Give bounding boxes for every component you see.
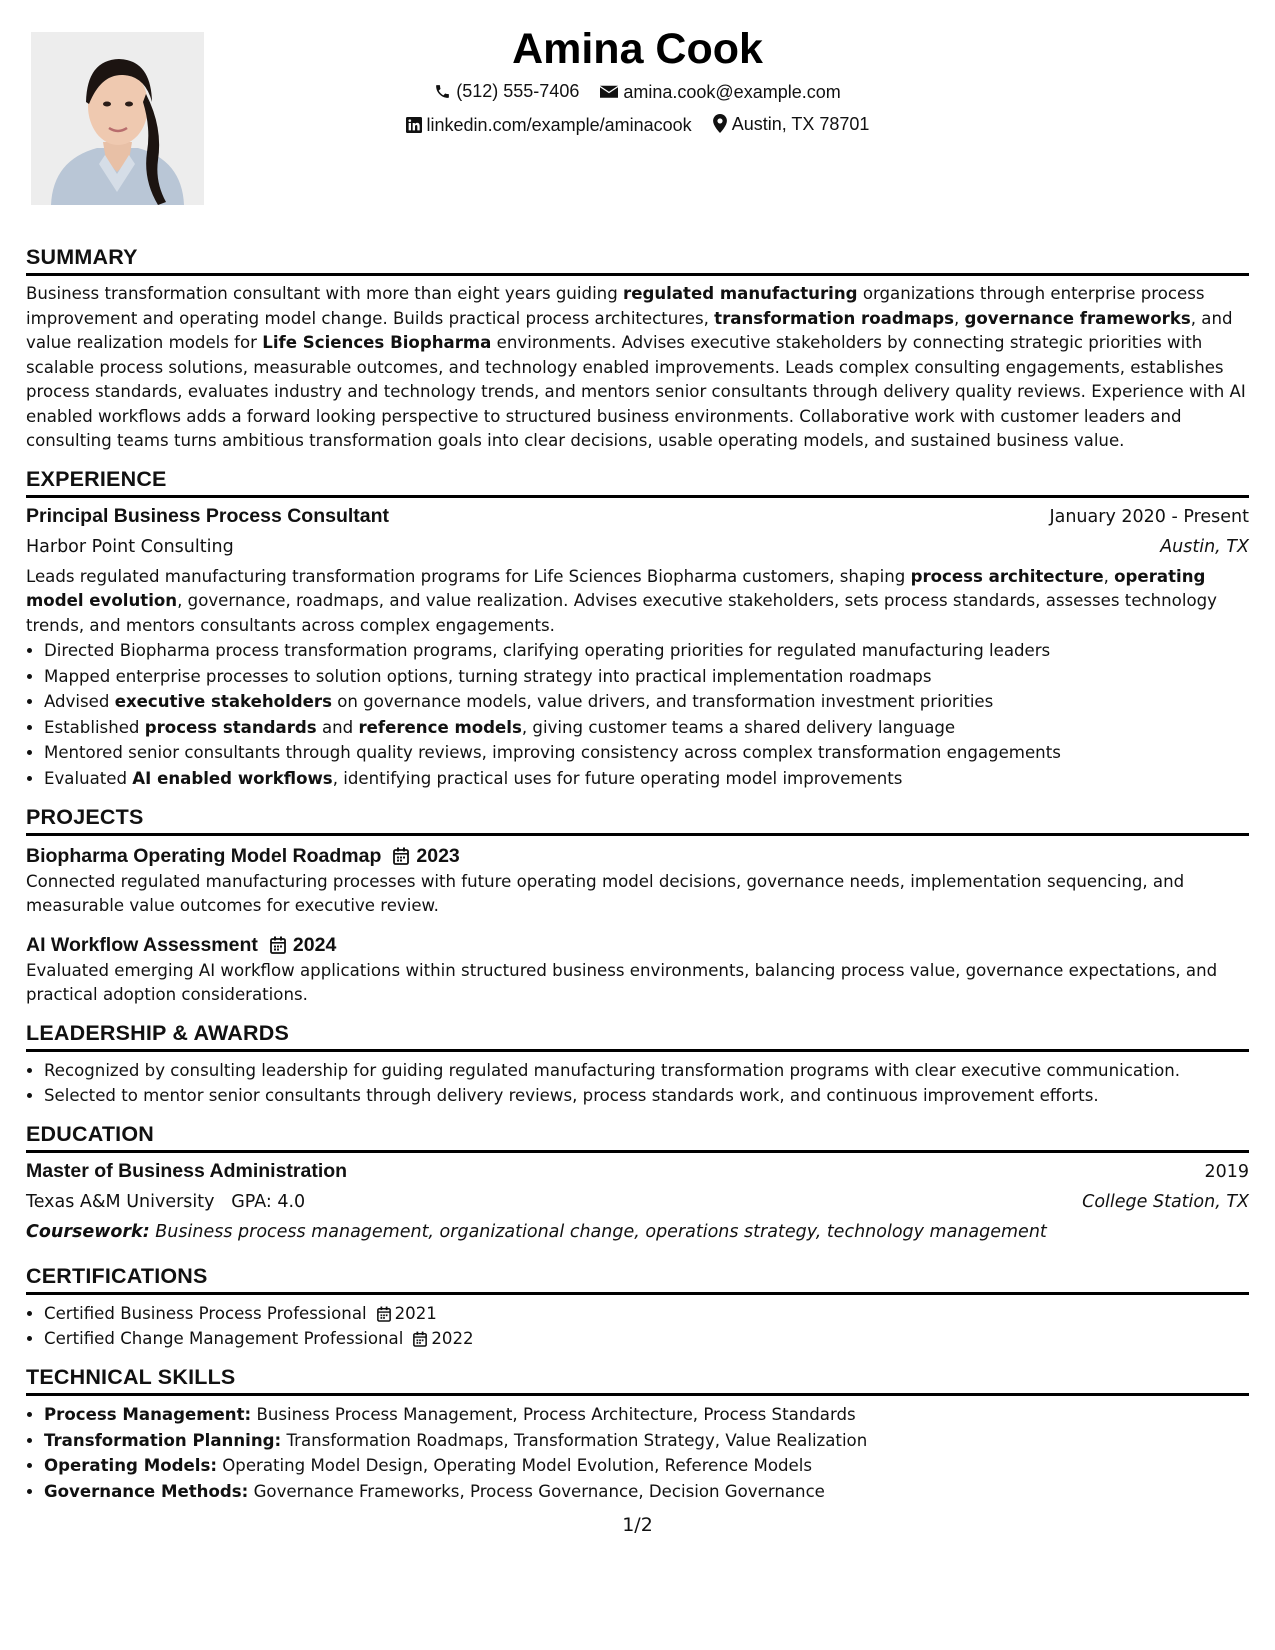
- list-item: [44, 1479, 1249, 1505]
- project-description-1: Connected regulated manufacturing processes with future operating model decisions, governance needs, implementation sequencing, and measurable value outcomes for executive review.: [26, 871, 1185, 916]
- section-title-experience: EXPERIENCE: [26, 464, 1249, 498]
- projects-section: [26, 802, 1249, 1008]
- page-number: 1/2: [622, 1514, 653, 1536]
- list-item: [44, 1402, 1249, 1428]
- calendar-icon: [377, 1306, 391, 1322]
- list-item: • Selected to mentor senior consultants through delivery reviews, process standards work, and continuous improvement efforts.: [44, 1083, 1249, 1109]
- skills-section: [26, 1362, 1249, 1504]
- list-item: [44, 1301, 1249, 1327]
- project-name: Biopharma Operating Model Roadmap: [26, 844, 382, 867]
- skill-category: Governance Methods:: [44, 1481, 249, 1501]
- calendar-icon: [270, 936, 286, 954]
- list-item: • Mentored senior consultants through quality reviews, improving consistency across complex transformation engagements: [44, 740, 1249, 766]
- leadership-list: [26, 1058, 1249, 1109]
- list-item: [44, 1326, 1249, 1352]
- experience-header-row: [26, 501, 1249, 532]
- project-description-2: Evaluated emerging AI workflow applications within structured business environments, balancing process value, governance expectations, and practical adoption considerations.: [26, 960, 1218, 1005]
- envelope-icon: [600, 85, 618, 100]
- job-title: Principal Business Process Consultant: [26, 504, 390, 527]
- calendar-icon: [393, 847, 409, 865]
- certification-name: • Certified Change Management Professional: [44, 1329, 404, 1349]
- coursework-label: Coursework:: [26, 1221, 150, 1242]
- education-header-row: [26, 1156, 1249, 1187]
- coursework-text: Business process management, organizational change, operations strategy, technology management: [155, 1221, 1047, 1242]
- linkedin-icon: [406, 117, 422, 133]
- phone-icon: [434, 83, 451, 100]
- skill-category: Transformation Planning:: [44, 1430, 282, 1450]
- resume-body: [26, 242, 1249, 1514]
- certification-year: 2022: [431, 1329, 474, 1349]
- experience-sub-row: [26, 532, 1249, 562]
- leadership-section: [26, 1018, 1249, 1109]
- linkedin-url[interactable]: linkedin.com/example/aminacook: [426, 115, 692, 135]
- section-title-certifications: CERTIFICATIONS: [26, 1261, 1249, 1295]
- map-pin-icon: [713, 114, 727, 133]
- list-item: • Recognized by consulting leadership for guiding regulated manufacturing transformation programs with clear executive communication.: [44, 1058, 1249, 1084]
- degree-title: Master of Business Administration: [26, 1159, 348, 1182]
- location-text: Austin, TX 78701: [731, 113, 870, 134]
- skill-category: Operating Models:: [44, 1456, 217, 1476]
- list-item: • Established process standards and reference models, giving customer teams a shared delivery language: [44, 715, 1249, 741]
- section-title-skills: TECHNICAL SKILLS: [26, 1362, 1249, 1396]
- section-title-education: EDUCATION: [26, 1119, 1249, 1153]
- gpa: GPA: 4.0: [231, 1191, 306, 1212]
- project-title-2: [26, 931, 1249, 959]
- coursework: [26, 1217, 1249, 1247]
- list-item: [44, 1453, 1249, 1479]
- email-address[interactable]: amina.cook@example.com: [623, 82, 841, 102]
- summary-section: [26, 242, 1249, 454]
- list-item: • Evaluated AI enabled workflows, identifying practical uses for future operating model improvements: [44, 766, 1249, 792]
- experience-section: [26, 464, 1249, 792]
- calendar-icon: [413, 1331, 427, 1347]
- project-name: AI Workflow Assessment: [26, 933, 258, 956]
- education-section: [26, 1119, 1249, 1247]
- company-name: Harbor Point Consulting: [26, 536, 234, 557]
- job-dates: January 2020 - Present: [1049, 506, 1249, 527]
- list-item: • Advised executive stakeholders on governance models, value drivers, and transformation investment priorities: [44, 689, 1249, 715]
- resume-header: [0, 22, 1275, 142]
- project-title-1: [26, 842, 1249, 870]
- school-location: College Station, TX: [1082, 1191, 1249, 1212]
- contact-email[interactable]: [600, 77, 840, 107]
- contact-location: [713, 109, 870, 139]
- job-bullets: [26, 638, 1249, 792]
- certifications-section: [26, 1261, 1249, 1352]
- candidate-name: Amina Cook: [512, 25, 763, 73]
- list-item: • Directed Biopharma process transformation programs, clarifying operating priorities for regulated manufacturing leaders: [44, 638, 1249, 664]
- skill-values: Business Process Management, Process Architecture, Process Standards: [256, 1404, 856, 1424]
- project-year: 2023: [416, 844, 460, 867]
- phone-number: (512) 555-7406: [456, 81, 580, 101]
- project-year: 2024: [292, 933, 337, 956]
- skill-values: Governance Frameworks, Process Governance, Decision Governance: [253, 1481, 825, 1501]
- contact-line-1: [0, 76, 1275, 109]
- education-sub-row: [26, 1187, 1249, 1217]
- contact-linkedin[interactable]: [406, 110, 692, 140]
- summary-paragraph: Business transformation consultant with more than eight years guiding regulated manufacturing organizations through enterprise process improvement and operating model change. Builds practical process architectures, transformation roadmaps, governance frameworks, and value realization models for Life Sciences Biopharma environments. Advises executive stakeholders by connecting strategic priorities with scalable process solutions, measurable outcomes, and technology enabled improvements. Leads complex consulting engagements, establishes process standards, evaluates industry and technology trends, and mentors senior consultants through delivery quality reviews. Experience with AI enabled workflows adds a forward looking perspective to structured business environments. Collaborative work with customer leaders and consulting teams turns ambitious transformation goals into clear decisions, usable operating models, and sustained business value.: [26, 284, 1246, 450]
- list-item: • Mapped enterprise processes to solution options, turning strategy into practical implementation roadmaps: [44, 664, 1249, 690]
- certification-name: • Certified Business Process Professional: [44, 1303, 367, 1323]
- skill-values: Transformation Roadmaps, Transformation Strategy, Value Realization: [286, 1430, 868, 1450]
- section-title-projects: PROJECTS: [26, 802, 1249, 836]
- list-item: [44, 1428, 1249, 1454]
- graduation-year: 2019: [1204, 1161, 1249, 1182]
- school-info: [26, 1187, 305, 1217]
- job-location: Austin, TX: [1160, 536, 1249, 557]
- section-title-leadership: LEADERSHIP & AWARDS: [26, 1018, 1249, 1052]
- certification-year: 2021: [394, 1303, 437, 1323]
- skills-list: [26, 1402, 1249, 1504]
- skill-category: Process Management:: [44, 1404, 252, 1424]
- skill-values: Operating Model Design, Operating Model Evolution, Reference Models: [222, 1456, 812, 1476]
- contact-line-2: [0, 109, 1275, 143]
- section-title-summary: SUMMARY: [26, 242, 1249, 276]
- certifications-list: [26, 1301, 1249, 1352]
- school-name: Texas A&M University: [26, 1191, 215, 1212]
- contact-phone: [434, 76, 579, 106]
- job-description: Leads regulated manufacturing transformation programs for Life Sciences Biopharma customers, shaping process architecture, operating model evolution, governance, roadmaps, and value realization. Advises executive stakeholders, sets process standards, assesses technology trends, and mentors consultants across complex engagements.: [26, 566, 1217, 635]
